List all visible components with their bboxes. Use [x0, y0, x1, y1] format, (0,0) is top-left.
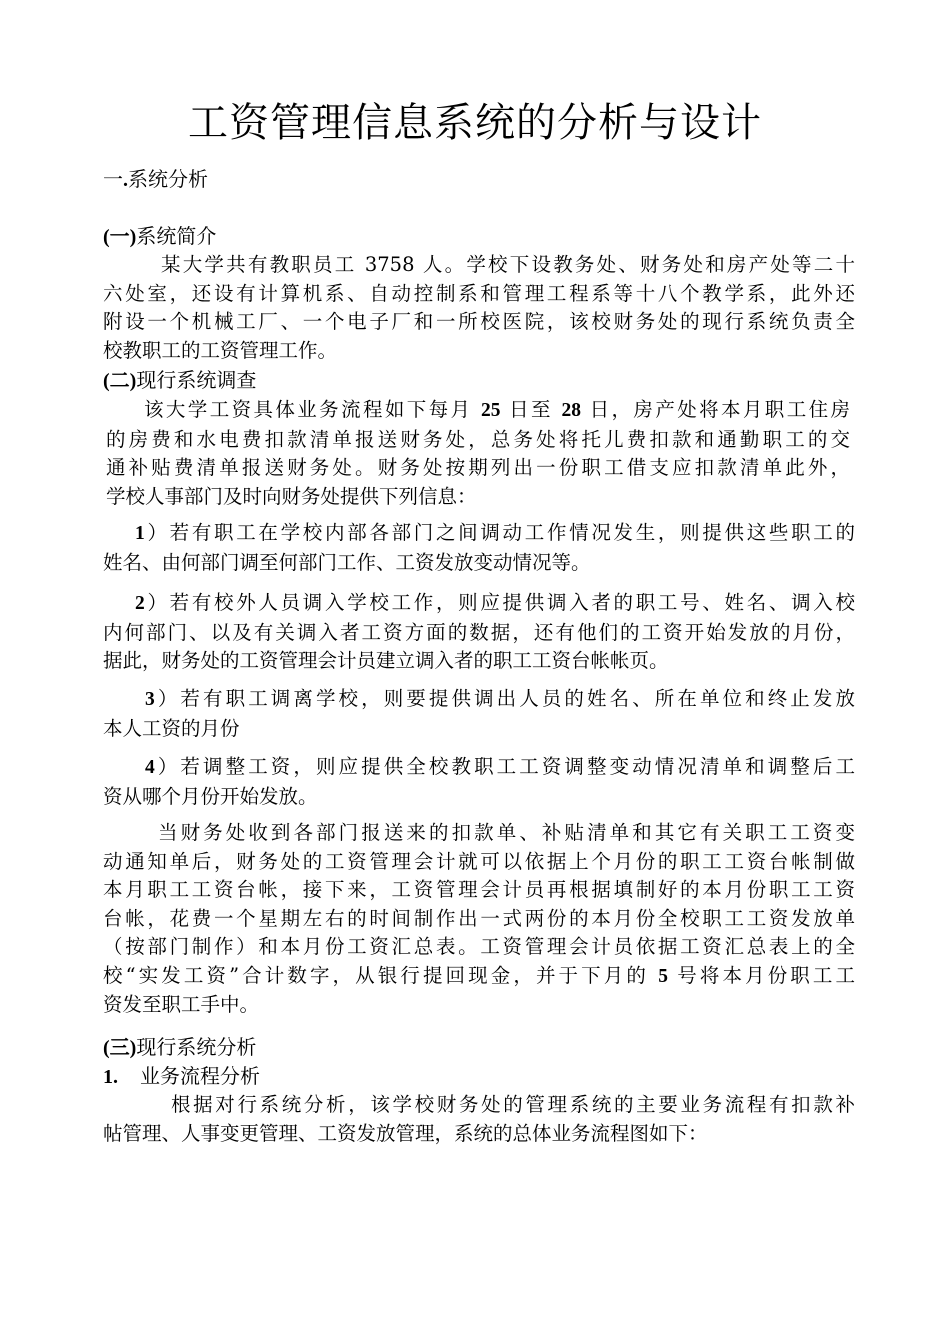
list-number: 3: [145, 689, 155, 710]
subheading-number: (一): [103, 226, 137, 248]
paragraph-process: [103, 819, 855, 1020]
list-item-2: [103, 589, 855, 676]
date-end: 28: [561, 400, 582, 421]
list-item-line: [103, 519, 855, 549]
section-heading-analysis: [103, 165, 208, 194]
list-item-line: [103, 589, 855, 619]
text-run: ）若调整工资，则应提供全校教职工工资调整变动情况清单和调整后工: [154, 755, 855, 778]
list-item-line: 本人工资的月份: [103, 716, 240, 740]
paragraph-line: 本月职工工资台帐，接下来，工资管理会计员再根据填制好的本月份职工工资: [103, 878, 855, 901]
list-item-1: [103, 519, 855, 577]
list-number: 2: [135, 593, 145, 614]
text-run: 日，房产处将本月职工住房: [581, 398, 850, 421]
subheading-label: 现行系统调查: [136, 368, 257, 392]
paragraph-survey: [106, 396, 850, 511]
paragraph-line: 根据对行系统分析，该学校财务处的管理系统的主要业务流程有扣款补: [171, 1093, 855, 1116]
subheading-label: 现行系统分析: [136, 1035, 257, 1059]
paragraph-line: 通补贴费清单报送财务处。财务处按期列出一份职工借支应扣款清单此外，: [106, 456, 850, 479]
list-item-line: 姓名、由何部门调至何部门工作、工资发放变动情况等。: [103, 550, 591, 574]
paragraph-line: [103, 962, 855, 992]
text-run: 日至: [500, 398, 562, 421]
paragraph-line: 附设一个机械工厂、一个电子厂和一所校医院，该校财务处的现行系统负责全: [103, 310, 855, 333]
text-run: ）若有校外人员调入学校工作，则应提供调入者的职工号、姓名、调入校: [144, 591, 855, 614]
paragraph-line: 的房费和水电费扣款清单报送财务处，总务处将托儿费扣款和通勤职工的交: [106, 427, 850, 451]
list-item-4: [103, 753, 855, 811]
list-item-3: [103, 685, 855, 743]
section-dot: .: [123, 169, 128, 191]
paragraph-line: 校教职工的工资管理工作。: [103, 338, 338, 362]
text-run: 号将本月份职工工: [668, 963, 856, 987]
paragraph-line: 资发至职工手中。: [103, 993, 260, 1016]
text-run: 该大学工资具体业务流程如下每月: [144, 398, 482, 421]
subheading-workflow: [103, 1062, 260, 1091]
document-title: 工资管理信息系统的分析与设计: [188, 100, 762, 146]
paragraph-intro: [103, 251, 855, 365]
section-label: 系统分析: [128, 167, 208, 191]
subheading-dot: .: [113, 1066, 118, 1088]
subheading-label: 业务流程分析: [140, 1064, 260, 1088]
list-number: 4: [145, 757, 155, 778]
subheading-survey: [103, 366, 256, 395]
text-run: ）若有职工在学校内部各部门之间调动工作情况发生，则提供这些职工的: [144, 521, 855, 544]
list-item-line: [103, 753, 855, 783]
text-run: 校“实发工资”合计数字，从银行提回现金，并于下月的: [103, 963, 659, 987]
paragraph-line: 学校人事部门及时向财务处提供下列信息：: [106, 484, 477, 508]
subheading-analysis: [103, 1033, 256, 1062]
list-item-line: 内何部门、以及有关调入者工资方面的数据，还有他们的工资开始发放的月份，: [103, 620, 855, 644]
paragraph-line: 六处室，还设有计算机系、自动控制系和管理工程系等十八个教学系，此外还: [103, 281, 855, 305]
paragraph-line: 当财务处收到各部门报送来的扣款单、补贴清单和其它有关职工工资变: [158, 821, 855, 844]
date-start: 25: [481, 400, 501, 421]
paragraph-line: （按部门制作）和本月份工资汇总表。工资管理会计员依据工资汇总表上的全: [103, 935, 855, 958]
paragraph-line: 台帐，花费一个星期左右的时间制作出一式两份的本月份全校职工工资发放单: [103, 906, 855, 930]
paragraph-line: 某大学共有教职员工 3758 人。学校下设教务处、财务处和房产处等二十: [161, 253, 855, 276]
paragraph-line: [106, 396, 850, 426]
subheading-number: (三): [103, 1037, 137, 1059]
paragraph-line: 帖管理、人事变更管理、工资发放管理，系统的总体业务流程图如下：: [103, 1121, 708, 1145]
list-item-line: 据此，财务处的工资管理会计员建立调入者的职工工资台帐帐页。: [103, 649, 669, 672]
paragraph-line: 动通知单后，财务处的工资管理会计就可以依据上个月份的职工工资台帐制做: [103, 849, 855, 873]
subheading-number: (二): [103, 370, 137, 392]
subheading-label: 系统简介: [136, 224, 217, 248]
section-number: 一: [103, 167, 123, 191]
list-item-line: [103, 685, 855, 715]
paragraph-workflow: [103, 1091, 855, 1148]
pay-day: 5: [658, 965, 668, 987]
text-run: ）若有职工调离学校，则要提供调出人员的姓名、所在单位和终止发放: [154, 687, 855, 710]
subheading-intro: [103, 222, 216, 251]
list-item-line: 资从哪个月份开始发放。: [103, 784, 318, 808]
list-number: 1: [135, 523, 145, 544]
subheading-number: 1: [103, 1066, 113, 1088]
